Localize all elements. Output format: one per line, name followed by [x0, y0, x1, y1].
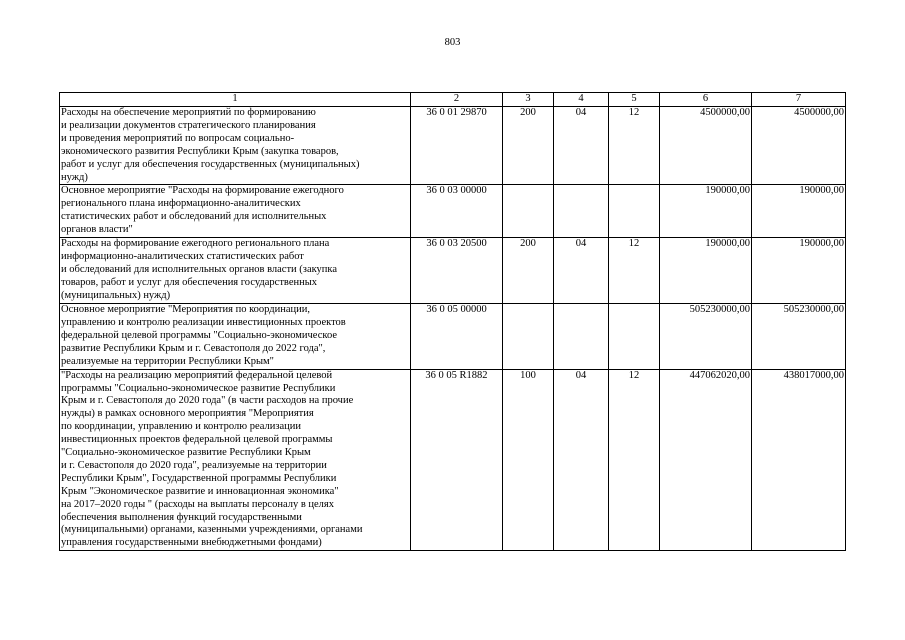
row-code: 36 0 03 20500 — [411, 238, 503, 304]
row-col3 — [503, 185, 554, 238]
table-row — [60, 304, 846, 370]
column-header: 7 — [752, 93, 846, 107]
column-header: 1 — [60, 93, 411, 107]
row-col3: 200 — [503, 238, 554, 304]
row-col5: 12 — [609, 238, 660, 304]
column-header: 6 — [660, 93, 752, 107]
budget-table — [59, 92, 846, 551]
row-col3: 200 — [503, 107, 554, 185]
table-row — [60, 369, 846, 551]
row-sum2: 4500000,00 — [752, 107, 846, 185]
column-header: 3 — [503, 93, 554, 107]
page-number: 803 — [444, 37, 461, 48]
row-description: Расходы на обеспечение мероприятий по формированию и реализации документов стратегического планирования и проведения мероприятий по вопросам социально- экономического развития Республики Крым (закупка товаров, работ и услуг для обеспечения государственных (муниципальных) нужд) — [60, 107, 411, 185]
row-col4: 04 — [554, 238, 609, 304]
table-row — [60, 185, 846, 238]
column-header: 2 — [411, 93, 503, 107]
table-header-row — [60, 93, 846, 107]
row-col4 — [554, 185, 609, 238]
row-sum1: 190000,00 — [660, 185, 752, 238]
column-header: 5 — [609, 93, 660, 107]
row-col5 — [609, 304, 660, 370]
row-col5: 12 — [609, 107, 660, 185]
row-sum1: 447062020,00 — [660, 369, 752, 551]
row-col3 — [503, 304, 554, 370]
row-sum2: 438017000,00 — [752, 369, 846, 551]
row-code: 36 0 03 00000 — [411, 185, 503, 238]
row-description: "Расходы на реализацию мероприятий федеральной целевой программы "Социально-экономическое развитие Республики Крым и г. Севастополя до 2020 года" (в части расходов на прочие нужды) в рамках основного мероприятия "Мероприятия по координации, управлению и контролю реализации инвестиционных проектов федеральной целевой программы "Социально-экономическое развитие Республики Крым и г. Севастополя до 2020 года", реализуемые на территории Республики Крым", Государственной программы Республики Крым "Экономическое развитие и инновационная экономика" на 2017–2020 годы " (расходы на выплаты персоналу в целях обеспечения выполнения функций государственными (муниципальными) органами, казенными учреждениями, органами управления государственными внебюджетными фондами) — [60, 369, 411, 551]
column-header: 4 — [554, 93, 609, 107]
row-sum2: 190000,00 — [752, 185, 846, 238]
row-col5 — [609, 185, 660, 238]
row-sum1: 4500000,00 — [660, 107, 752, 185]
row-sum1: 505230000,00 — [660, 304, 752, 370]
row-col4: 04 — [554, 107, 609, 185]
row-sum1: 190000,00 — [660, 238, 752, 304]
row-description: Основное мероприятие "Расходы на формирование ежегодного регионального плана информационно-аналитических статистических работ и обследований для исполнительных органов власти" — [60, 185, 411, 238]
row-col4: 04 — [554, 369, 609, 551]
table-row — [60, 238, 846, 304]
row-col5: 12 — [609, 369, 660, 551]
table-row — [60, 107, 846, 185]
row-col4 — [554, 304, 609, 370]
row-description: Расходы на формирование ежегодного регионального плана информационно-аналитических статистических работ и обследований для исполнительных органов власти (закупка товаров, работ и услуг для обеспечения государственных (муниципальных) нужд) — [60, 238, 411, 304]
row-sum2: 190000,00 — [752, 238, 846, 304]
row-description: Основное мероприятие "Мероприятия по координации, управлению и контролю реализации инвестиционных проектов федеральной целевой программы "Социально-экономическое развитие Республики Крым и г. Севастополя до 2022 года", реализуемые на территории Республики Крым" — [60, 304, 411, 370]
row-code: 36 0 05 R1882 — [411, 369, 503, 551]
row-sum2: 505230000,00 — [752, 304, 846, 370]
row-code: 36 0 05 00000 — [411, 304, 503, 370]
row-code: 36 0 01 29870 — [411, 107, 503, 185]
row-col3: 100 — [503, 369, 554, 551]
